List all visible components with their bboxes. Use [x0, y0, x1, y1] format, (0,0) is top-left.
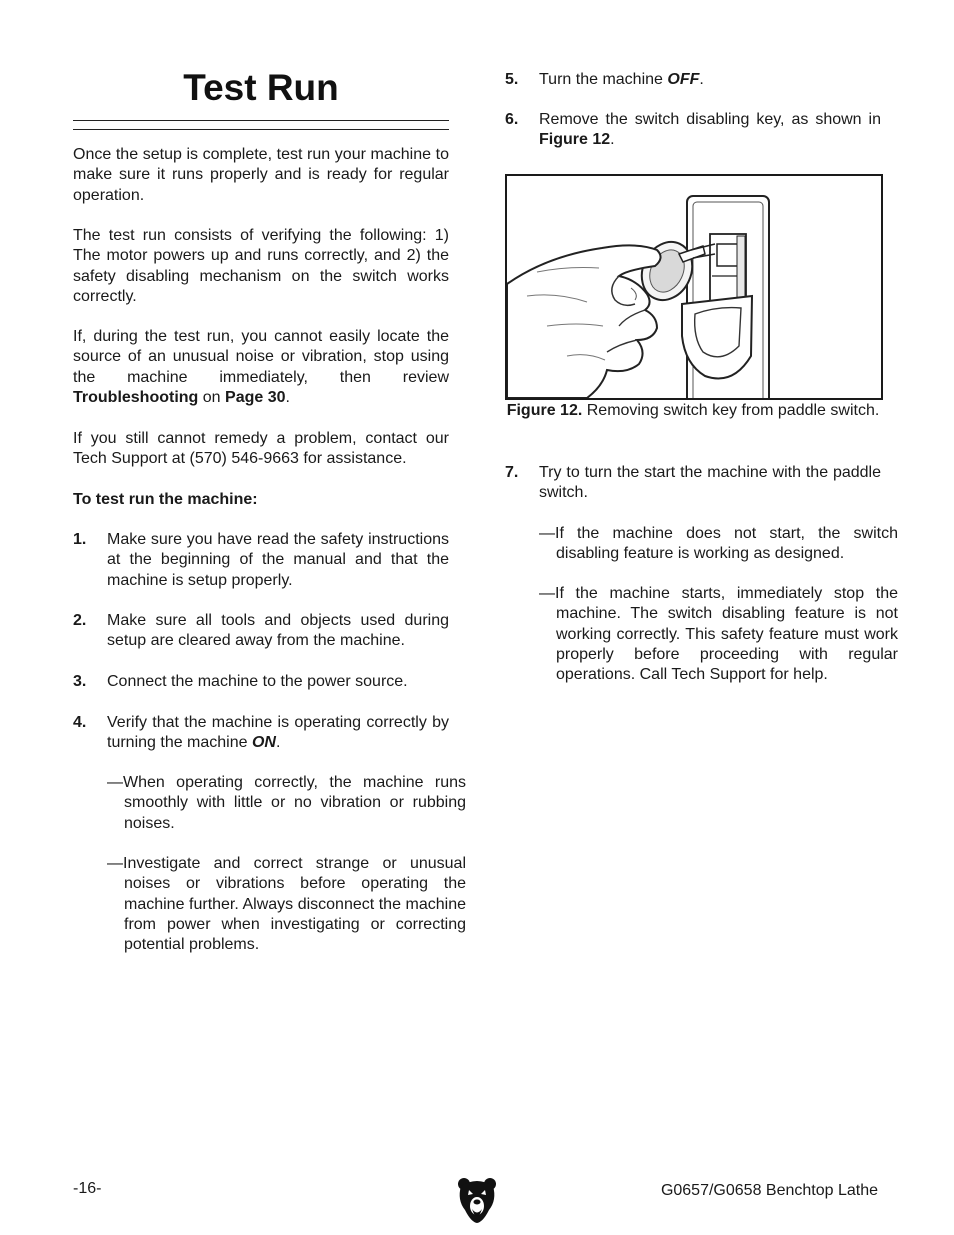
step-text [107, 713, 449, 754]
figure-caption-text: Removing switch key from paddle switch. [586, 402, 880, 419]
troubleshoot-on: on [202, 388, 221, 406]
starts-note: —If the machine starts, immediately stop the machine. The switch disabling feature is not working correctly. This safety feature must work properly before proceeding with regular operations. Call Tech Support for help. [539, 585, 898, 684]
operating-correctly-note: —When operating correctly, the machine runs smoothly with little or no vibration or rubbing noises. [107, 774, 466, 832]
page-title: Test Run [183, 67, 339, 108]
step-text-main: Verify that the machine is operating correctly by turning the machine [107, 714, 449, 752]
step-text [539, 110, 881, 151]
investigate-note: —Investigate and correct strange or unusual noises or vibrations before operating the machine further. Always disconnect the machine from power when investigating or correcting potential problems. [107, 855, 466, 954]
step-number: 4. [73, 714, 87, 731]
step-text-main: Remove the switch disabling key, as shown in [539, 111, 881, 128]
troubleshoot-paragraph [73, 327, 449, 408]
step-text-end: . [610, 131, 615, 149]
page-number: -16- [73, 1180, 102, 1197]
step-number: 5. [505, 71, 519, 88]
step-number: 2. [73, 612, 87, 629]
step-number: 7. [505, 464, 519, 481]
troubleshoot-text: If, during the test run, you cannot easily locate the source of an unusual noise or vibration, stop using the machine immediately, then review [73, 328, 449, 386]
step-number: 6. [505, 111, 519, 128]
title-rule-bottom [73, 129, 449, 130]
step-number: 1. [73, 531, 87, 548]
step-text: Make sure all tools and objects used during setup are cleared away from the machine. [107, 612, 449, 650]
off-emphasis: OFF [667, 71, 700, 88]
on-emphasis: ON [251, 734, 276, 752]
figure-12-ref[interactable]: Figure 12 [539, 131, 611, 149]
support-paragraph: If you still cannot remedy a problem, contact our Tech Support at (570) 546-9663 for assistance. [73, 430, 449, 468]
troubleshoot-period: . [285, 388, 290, 406]
step-text-end: . [699, 71, 704, 88]
step-text: Try to turn the start the machine with the paddle switch. [539, 464, 881, 502]
step-text [539, 70, 881, 90]
step-text: Connect the machine to the power source. [107, 673, 408, 690]
figure-label: Figure 12. [506, 402, 583, 419]
verify-paragraph: The test run consists of verifying the following: 1) The motor powers up and runs correctly, and 2) the safety disabling mechanism on the switch works correctly. [73, 227, 449, 305]
figure-caption [505, 401, 881, 421]
step-text-main: Turn the machine [539, 71, 663, 88]
step-text-end: . [275, 734, 281, 752]
hand-removing-key-illustration [507, 176, 881, 398]
step-number: 3. [73, 673, 87, 690]
bear-head-logo-icon [457, 1176, 497, 1224]
procedure-heading: To test run the machine: [73, 491, 258, 508]
figure-12-image [505, 174, 883, 400]
page-30-link[interactable]: Page 30 [225, 388, 286, 406]
title-rule-top [73, 120, 449, 121]
intro-paragraph: Once the setup is complete, test run your machine to make sure it runs properly and is ready for regular operation. [73, 146, 449, 204]
step-text: Make sure you have read the safety instructions at the beginning of the manual and that the machine is setup properly. [107, 531, 449, 589]
troubleshooting-link[interactable]: Troubleshooting [73, 388, 199, 406]
not-start-note: —If the machine does not start, the switch disabling feature is working as designed. [539, 525, 898, 563]
model-name: G0657/G0658 Benchtop Lathe [660, 1182, 878, 1199]
